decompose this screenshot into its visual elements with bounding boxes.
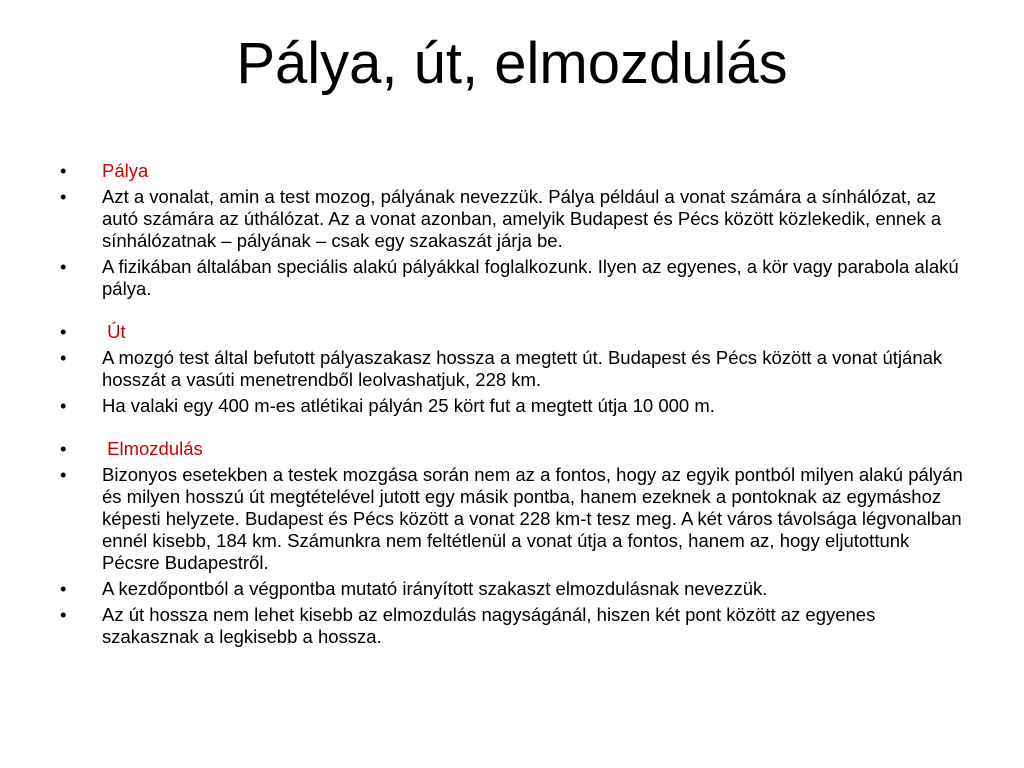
- bullet-text: Ha valaki egy 400 m-es atlétikai pályán 25 kört fut a megtett útja 10 000 m.: [102, 395, 715, 416]
- section-heading-text: Pálya: [102, 160, 149, 181]
- section-heading-ut: [59, 321, 971, 343]
- bullet-icon: •: [60, 186, 67, 207]
- bullet-icon: •: [60, 438, 67, 459]
- bullet-text: A kezdőpontból a végpontba mutató irányított szakaszt elmozdulásnak nevezzük.: [102, 578, 768, 599]
- bullet-text: A mozgó test által befutott pályaszakasz hossza a megtett út. Budapest és Pécs között a vonat útjának hosszát a vasúti menetrendből leolvashatjuk, 228 km.: [102, 347, 943, 390]
- section-heading-text: Elmozdulás: [102, 438, 203, 459]
- bullet-item: [59, 256, 971, 300]
- section-heading-text: Út: [102, 321, 126, 342]
- bullet-text: Azt a vonalat, amin a test mozog, pályának nevezzük. Pálya például a vonat számára a sínhálózat, az autó számára az úthálózat. Az a vonat azonban, amelyik Budapest és Pécs között közlekedik, ennek a sínhálózatnak – pályának – csak egy szakaszát járja be.: [102, 186, 942, 251]
- bullet-item: [59, 604, 971, 648]
- bullet-text: Bizonyos esetekben a testek mozgása során nem az a fontos, hogy az egyik pontból milyen alakú pályán és milyen hosszú út megtételével jutott egy másik pontba, hanem ezeknek a pontoknak az egymáshoz képesti helyzete. Budapest és Pécs között a vonat 228 km-t tesz meg. A két város távolsága légvonalban ennél kisebb, 184 km. Számunkra nem feltétlenül a vonat útja a fontos, hanem az, hogy eljutottunk Pécsre Budapestről.: [102, 464, 963, 573]
- bullet-icon: •: [60, 604, 67, 625]
- bullet-icon: •: [60, 464, 67, 485]
- bullet-icon: •: [60, 395, 67, 416]
- bullet-text: Az út hossza nem lehet kisebb az elmozdulás nagyságánál, hiszen két pont között az egyenes szakasznak a legkisebb a hossza.: [102, 604, 876, 647]
- section-spacer: [59, 421, 971, 438]
- bullet-icon: •: [60, 256, 67, 277]
- bullet-item: [59, 186, 971, 252]
- bullet-item: [59, 347, 971, 391]
- section-heading-palya: [59, 160, 971, 182]
- section-heading-elmozdulas: [59, 438, 971, 460]
- bullet-item: [59, 395, 971, 417]
- section-spacer: [59, 304, 971, 321]
- slide-title: Pálya, út, elmozdulás: [236, 31, 788, 96]
- bullet-text: A fizikában általában speciális alakú pályákkal foglalkozunk. Ilyen az egyenes, a kör vagy parabola alakú pálya.: [102, 256, 959, 299]
- bullet-item: [59, 578, 971, 600]
- bullet-icon: •: [60, 160, 67, 181]
- bullet-item: [59, 464, 971, 574]
- bullet-icon: •: [60, 321, 67, 342]
- slide-content: [59, 160, 971, 652]
- bullet-icon: •: [60, 578, 67, 599]
- bullet-icon: •: [60, 347, 67, 368]
